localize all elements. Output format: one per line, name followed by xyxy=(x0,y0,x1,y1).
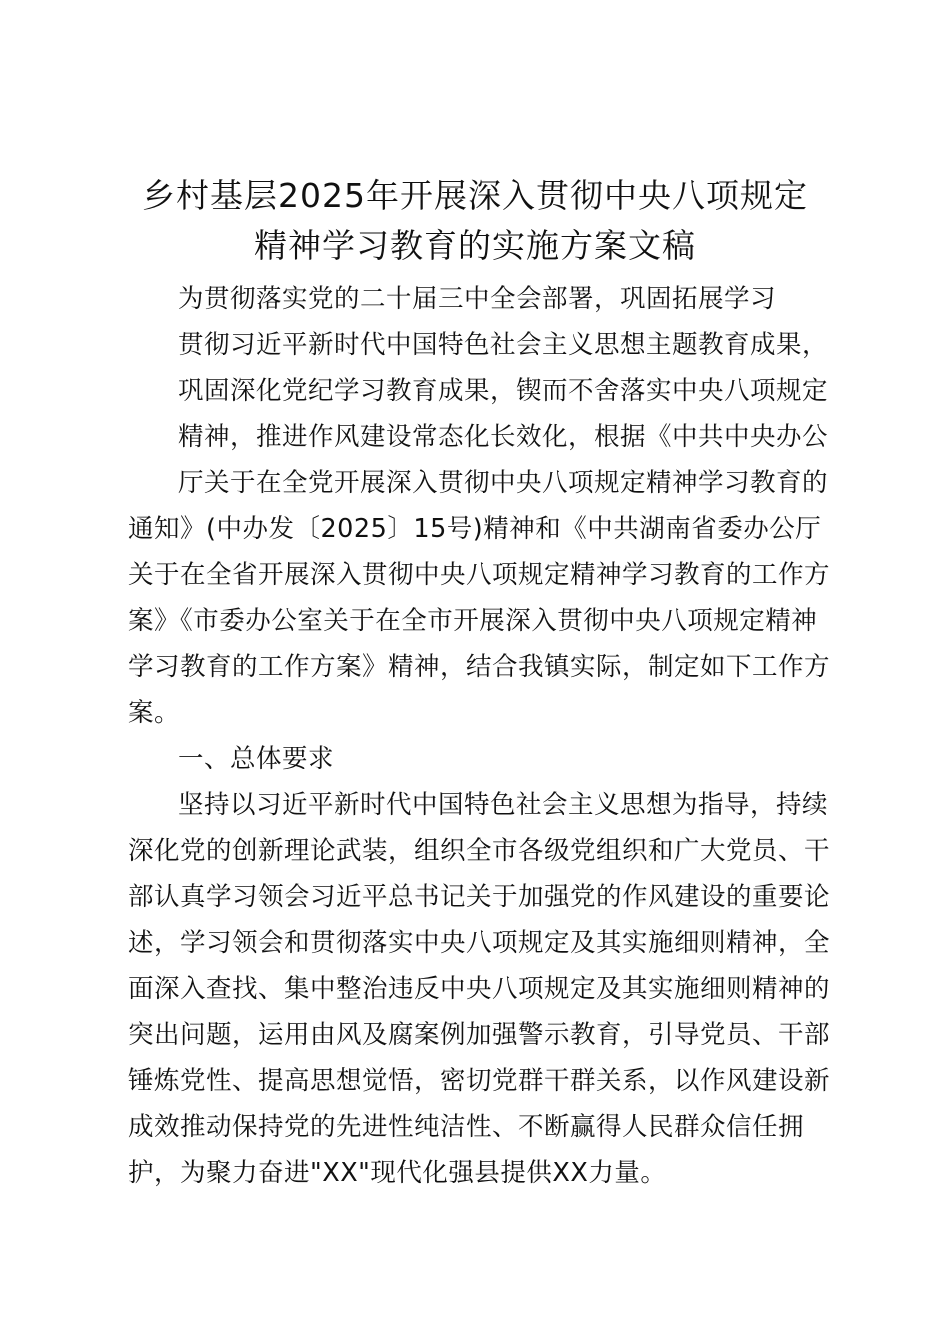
section-line: 面深入查找、集中整治违反中央八项规定及其实施细则精神的 xyxy=(128,974,831,1004)
section-line: 述，学习领会和贯彻落实中央八项规定及其实施细则精神，全 xyxy=(128,928,831,958)
section-line: 部认真学习领会习近平总书记关于加强党的作风建设的重要论 xyxy=(128,882,831,912)
intro-line: 贯彻习近平新时代中国特色社会主义思想主题教育成果， xyxy=(178,330,829,360)
intro-line: 关于在全省开展深入贯彻中央八项规定精神学习教育的工作方 xyxy=(128,560,831,590)
intro-line: 为贯彻落实党的二十届三中全会部署，巩固拓展学习 xyxy=(178,284,777,314)
intro-line: 厅关于在全党开展深入贯彻中央八项规定精神学习教育的 xyxy=(178,468,829,498)
section-line: 突出问题，运用由风及腐案例加强警示教育，引导党员、干部 xyxy=(128,1020,831,1050)
document-title-line-2: 精神学习教育的实施方案文稿 xyxy=(254,226,696,265)
intro-line: 通知》(中办发〔2025〕15号)精神和《中共湖南省委办公厅 xyxy=(128,514,822,544)
document-title-line-1: 乡村基层2025年开展深入贯彻中央八项规定 xyxy=(142,176,808,215)
intro-line: 案。 xyxy=(128,698,181,728)
intro-line: 学习教育的工作方案》精神，结合我镇实际，制定如下工作方 xyxy=(128,652,831,682)
section-heading: 一、总体要求 xyxy=(178,744,335,774)
intro-line: 案》《市委办公室关于在全市开展深入贯彻中央八项规定精神 xyxy=(128,606,818,636)
section-line: 坚持以习近平新时代中国特色社会主义思想为指导，持续 xyxy=(178,790,829,820)
intro-line: 精神，推进作风建设常态化长效化，根据《中共中央办公 xyxy=(178,422,829,452)
intro-line: 巩固深化党纪学习教育成果，锲而不舍落实中央八项规定 xyxy=(178,376,829,406)
section-line: 锤炼党性、提高思想觉悟，密切党群干群关系，以作风建设新 xyxy=(128,1066,831,1096)
section-line: 深化党的创新理论武装，组织全市各级党组织和广大党员、干 xyxy=(128,836,831,866)
section-line: 成效推动保持党的先进性纯洁性、不断赢得人民群众信任拥 xyxy=(128,1112,805,1142)
section-line: 护，为聚力奋进"XX"现代化强县提供XX力量。 xyxy=(128,1158,667,1188)
